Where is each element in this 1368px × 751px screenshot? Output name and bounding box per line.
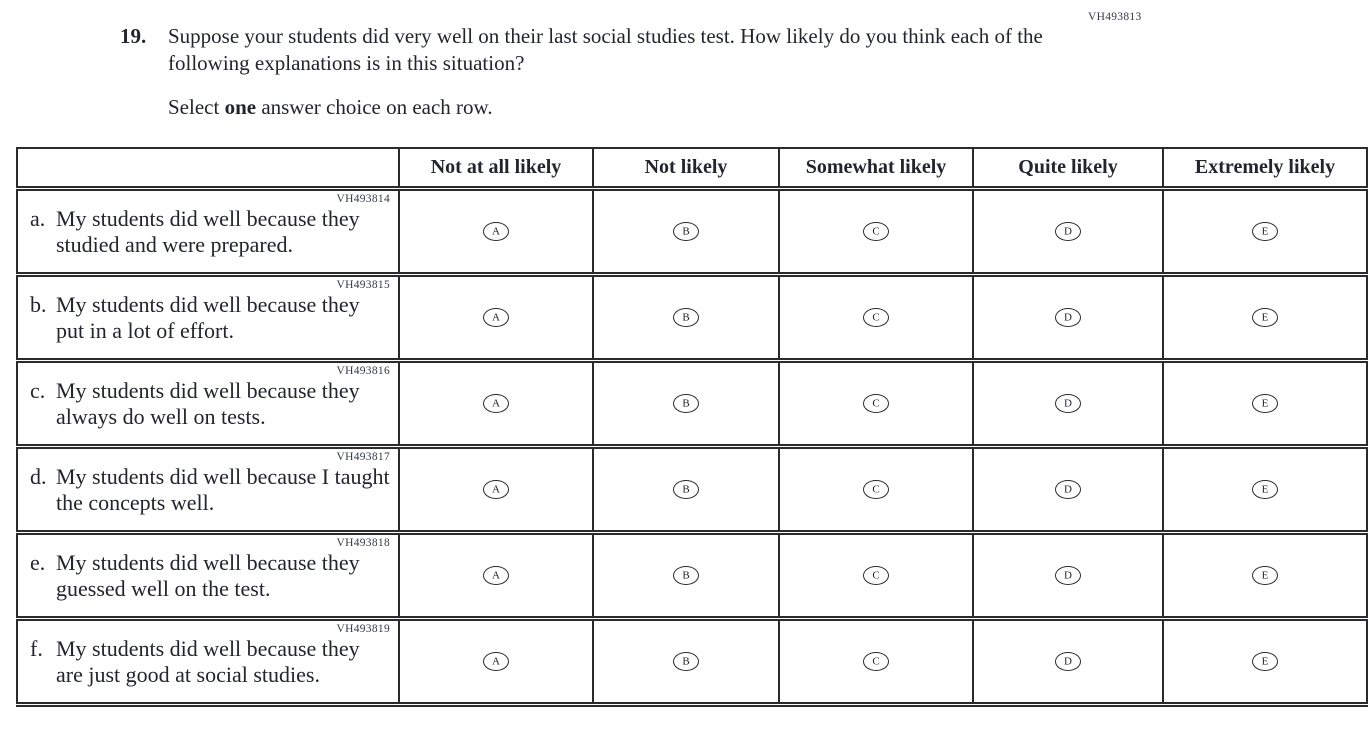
statement: [30, 635, 392, 689]
bubble-letter: B: [682, 225, 690, 238]
bubble-letter: D: [1064, 311, 1072, 324]
item-code: VH493819: [336, 622, 390, 635]
option-bubble-b[interactable]: [673, 480, 699, 499]
option-cell-e: [1163, 188, 1367, 274]
bubble-letter: E: [1261, 483, 1269, 496]
bubble-letter: C: [872, 397, 880, 410]
bubble-letter: E: [1261, 655, 1269, 668]
option-bubble-e[interactable]: [1252, 480, 1278, 499]
statement-letter: c.: [30, 377, 46, 403]
column-header-5: Extremely likely: [1163, 148, 1367, 188]
bubble-letter: E: [1261, 311, 1269, 324]
statement-letter: f.: [30, 635, 43, 661]
option-cell-c: [779, 532, 973, 618]
item-code: VH493818: [336, 536, 390, 549]
option-cell-e: [1163, 360, 1367, 446]
header-row: [17, 148, 1367, 188]
option-bubble-b[interactable]: [673, 394, 699, 413]
statement: [30, 463, 392, 517]
option-bubble-a[interactable]: [483, 394, 509, 413]
bubble-letter: E: [1261, 225, 1269, 238]
bubble-letter: A: [492, 311, 500, 324]
option-cell-b: [593, 618, 779, 704]
select-instruction-suffix: answer choice on each row.: [256, 94, 493, 119]
table-row: [17, 532, 1367, 618]
bubble-letter: A: [492, 397, 500, 410]
option-bubble-a[interactable]: [483, 566, 509, 585]
option-bubble-e[interactable]: [1252, 394, 1278, 413]
option-bubble-d[interactable]: [1055, 566, 1081, 585]
statement-text: My students did well because they guessed well on the test.: [56, 549, 360, 601]
bubble-letter: E: [1261, 397, 1269, 410]
option-bubble-b[interactable]: [673, 222, 699, 241]
likelihood-table: [16, 147, 1368, 707]
option-cell-b: [593, 532, 779, 618]
option-bubble-e[interactable]: [1252, 222, 1278, 241]
statement-text: My students did well because they put in a lot of effort.: [56, 291, 360, 343]
statement-text: My students did well because I taught the concepts well.: [56, 463, 390, 515]
statement-cell: [17, 188, 399, 274]
option-bubble-a[interactable]: [483, 308, 509, 327]
statement-text: My students did well because they are just good at social studies.: [56, 635, 360, 687]
option-cell-d: [973, 360, 1163, 446]
option-cell-a: [399, 532, 593, 618]
option-cell-e: [1163, 274, 1367, 360]
option-bubble-a[interactable]: [483, 480, 509, 499]
option-cell-a: [399, 446, 593, 532]
statement-cell: [17, 274, 399, 360]
option-bubble-c[interactable]: [863, 222, 889, 241]
option-bubble-b[interactable]: [673, 566, 699, 585]
option-cell-d: [973, 274, 1163, 360]
statement-text: My students did well because they always do well on tests.: [56, 377, 360, 429]
bubble-letter: B: [682, 311, 690, 324]
bubble-letter: B: [682, 569, 690, 582]
option-bubble-d[interactable]: [1055, 222, 1081, 241]
statement: [30, 549, 392, 603]
option-cell-d: [973, 618, 1163, 704]
bubble-letter: A: [492, 569, 500, 582]
item-code: VH493814: [336, 192, 390, 205]
option-cell-c: [779, 446, 973, 532]
option-bubble-e[interactable]: [1252, 652, 1278, 671]
bubble-letter: A: [492, 225, 500, 238]
option-bubble-c[interactable]: [863, 566, 889, 585]
statement-cell: [17, 360, 399, 446]
statement-letter: e.: [30, 549, 46, 575]
statement: [30, 291, 392, 345]
empty-header-cell: [17, 148, 399, 188]
question-number: 19.: [120, 24, 147, 48]
statement-cell: [17, 618, 399, 704]
statement-letter: d.: [30, 463, 47, 489]
table-row: [17, 188, 1367, 274]
option-bubble-a[interactable]: [483, 222, 509, 241]
bubble-letter: D: [1064, 225, 1072, 238]
select-instruction: [168, 95, 1080, 120]
option-bubble-a[interactable]: [483, 652, 509, 671]
table-row: [17, 360, 1367, 446]
option-cell-b: [593, 446, 779, 532]
option-bubble-b[interactable]: [673, 652, 699, 671]
option-cell-c: [779, 188, 973, 274]
option-bubble-d[interactable]: [1055, 308, 1081, 327]
option-cell-c: [779, 274, 973, 360]
option-bubble-d[interactable]: [1055, 394, 1081, 413]
column-header-1: Not at all likely: [399, 148, 593, 188]
option-bubble-d[interactable]: [1055, 652, 1081, 671]
table-body: [17, 188, 1367, 704]
column-header-3: Somewhat likely: [779, 148, 973, 188]
bubble-letter: C: [872, 311, 880, 324]
option-cell-a: [399, 618, 593, 704]
bubble-letter: B: [682, 483, 690, 496]
option-cell-e: [1163, 446, 1367, 532]
bubble-letter: B: [682, 655, 690, 668]
statement-letter: b.: [30, 291, 47, 317]
column-header-2: Not likely: [593, 148, 779, 188]
option-cell-d: [973, 188, 1163, 274]
form-code: VH493813: [1088, 11, 1142, 23]
statement-cell: [17, 532, 399, 618]
bubble-letter: D: [1064, 483, 1072, 496]
bubble-letter: C: [872, 569, 880, 582]
select-instruction-prefix: Select: [168, 94, 225, 119]
item-code: VH493816: [336, 364, 390, 377]
bubble-letter: E: [1261, 569, 1269, 582]
option-cell-a: [399, 274, 593, 360]
option-bubble-b[interactable]: [673, 308, 699, 327]
option-cell-a: [399, 360, 593, 446]
option-cell-e: [1163, 618, 1367, 704]
option-cell-d: [973, 532, 1163, 618]
bubble-letter: D: [1064, 569, 1072, 582]
option-bubble-c[interactable]: [863, 394, 889, 413]
option-cell-c: [779, 618, 973, 704]
select-instruction-bold: one: [224, 94, 257, 119]
option-bubble-c[interactable]: [863, 480, 889, 499]
statement-cell: [17, 446, 399, 532]
bubble-letter: C: [872, 225, 880, 238]
option-cell-b: [593, 274, 779, 360]
bubble-letter: A: [492, 483, 500, 496]
option-bubble-e[interactable]: [1252, 308, 1278, 327]
option-cell-a: [399, 188, 593, 274]
bubble-letter: B: [682, 397, 690, 410]
bubble-letter: D: [1064, 655, 1072, 668]
bubble-letter: C: [872, 655, 880, 668]
question-block: [120, 23, 1080, 120]
option-bubble-e[interactable]: [1252, 566, 1278, 585]
item-code: VH493817: [336, 450, 390, 463]
bubble-letter: D: [1064, 397, 1072, 410]
table-row: [17, 618, 1367, 704]
item-code: VH493815: [336, 278, 390, 291]
statement: [30, 377, 392, 431]
option-cell-e: [1163, 532, 1367, 618]
option-bubble-c[interactable]: [863, 308, 889, 327]
statement-text: My students did well because they studied and were prepared.: [56, 205, 360, 257]
option-bubble-d[interactable]: [1055, 480, 1081, 499]
option-cell-c: [779, 360, 973, 446]
table-row: [17, 274, 1367, 360]
question-text: Suppose your students did very well on their last social studies test. How likely do you think each of the following explanations is in this situation?: [168, 24, 1043, 76]
option-cell-b: [593, 360, 779, 446]
statement: [30, 205, 392, 259]
column-header-4: Quite likely: [973, 148, 1163, 188]
table-row: [17, 446, 1367, 532]
bubble-letter: C: [872, 483, 880, 496]
statement-letter: a.: [30, 205, 46, 231]
option-bubble-c[interactable]: [863, 652, 889, 671]
option-cell-b: [593, 188, 779, 274]
bubble-letter: A: [492, 655, 500, 668]
option-cell-d: [973, 446, 1163, 532]
